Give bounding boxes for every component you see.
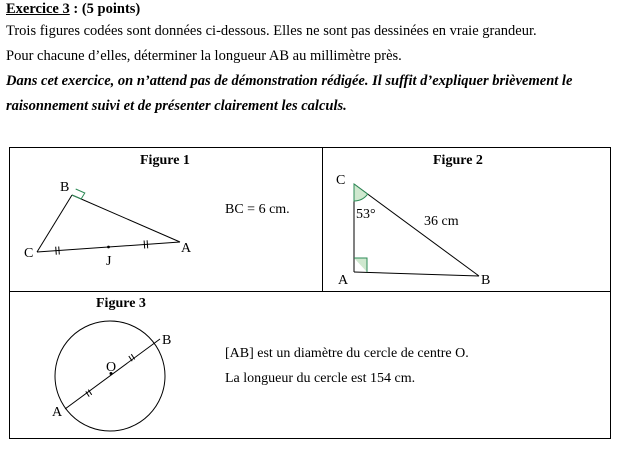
- figure1-label-C: C: [24, 246, 34, 261]
- figure2-title: Figure 2: [433, 153, 483, 168]
- exercise-points: : (5 points): [69, 1, 141, 17]
- figure1-tick-1b: [59, 247, 60, 255]
- intro-line-2: Pour chacune d’elles, déterminer la longueur AB au millimètre près.: [6, 48, 402, 64]
- figure2-diagram: [322, 148, 612, 291]
- figure2-angle-label: 53°: [356, 207, 376, 222]
- figure1-side-BA: [72, 195, 180, 242]
- figure2-side-AB: [354, 272, 479, 276]
- figure3-label-B: B: [162, 333, 172, 348]
- figures-table: [9, 147, 611, 439]
- figure1-point-J: [107, 246, 110, 249]
- figure2-angle-mark: [354, 184, 368, 201]
- figure3-statement-2: La longueur du cercle est 154 cm.: [225, 371, 416, 386]
- instruction-line-2: raisonnement suivi et de présenter clairement les calculs.: [6, 98, 347, 114]
- figure2-label-A: A: [338, 273, 349, 288]
- figure2-hypotenuse-label: 36 cm: [424, 214, 459, 229]
- figure1-label-A: A: [181, 241, 192, 256]
- instruction-line-1: Dans cet exercice, on n’attend pas de démonstration rédigée. Il suffit d’expliquer brièvement le: [6, 73, 573, 89]
- figure3-label-A: A: [52, 405, 63, 420]
- figure1-label-J: J: [106, 254, 112, 269]
- figure1-right-angle: [72, 189, 85, 199]
- figure2-label-B: B: [481, 273, 491, 288]
- figure1-tick-2a: [144, 241, 145, 249]
- figure2-side-CB: [354, 184, 479, 276]
- figure1-tick-1a: [56, 247, 57, 255]
- figure1-label-B: B: [60, 180, 70, 195]
- figure1-diagram: [10, 148, 322, 291]
- intro-line-1: Trois figures codées sont données ci-dessous. Elles ne sont pas dessinées en vraie grandeur.: [6, 23, 537, 39]
- figure1-side-CB: [37, 195, 72, 252]
- figure3-statement-1: [AB] est un diamètre du cercle de centre O.: [225, 346, 469, 361]
- figure3-diagram: [10, 291, 322, 439]
- figure1-title: Figure 1: [140, 153, 190, 168]
- figure1-tick-2b: [147, 240, 148, 248]
- figure2-label-C: C: [336, 173, 346, 188]
- figure2-right-angle: [354, 258, 367, 272]
- figure1-statement: BC = 6 cm.: [225, 202, 290, 217]
- exercise-title: Exercice 3: [6, 1, 70, 17]
- figure3-label-O: O: [106, 360, 117, 375]
- exercise-heading: [6, 1, 140, 18]
- figure3-title: Figure 3: [96, 296, 146, 311]
